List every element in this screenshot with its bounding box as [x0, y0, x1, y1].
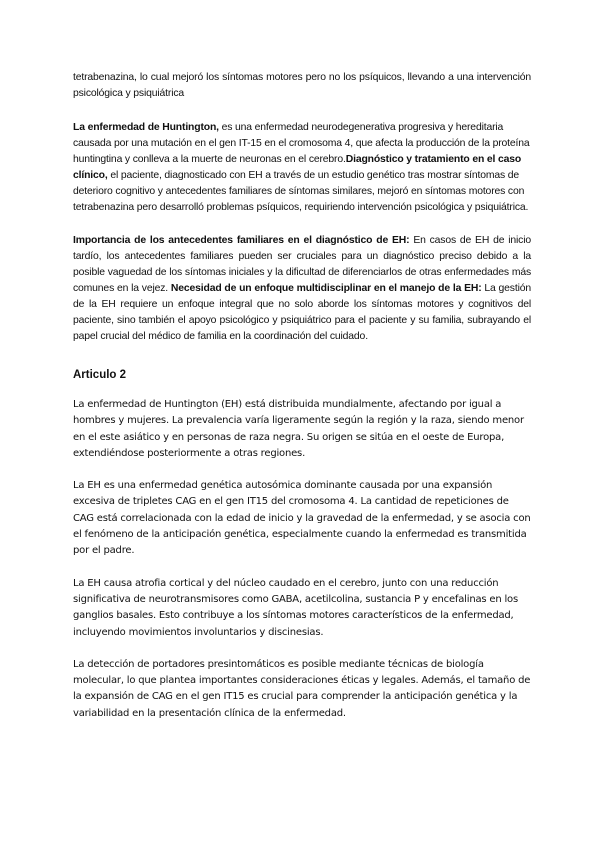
text-diagnostico-tratamiento: el paciente, diagnosticado con EH a través de un estudio genético tras mostrar síntomas de deterioro cognitivo y antecedentes familiares de síntomas similares, mejoró en síntomas motores con tetrabenazina pero desarrolló problemas psíquicos, requiriendo intervención psicológica y psiquiátrica. [73, 170, 529, 213]
text-huntington-definition: es una enfermedad neurodegenerativa progresiva y hereditaria causada por una mutación en el gen IT-15 en el cromosoma 4, que afecta la producción de la proteína huntingtina y conlleva a la muerte de neuronas en el cerebro. [73, 122, 530, 165]
heading-articulo-2: Articulo 2 [73, 369, 127, 381]
paragraph-article2-3: La EH causa atrofia cortical y del núcleo caudado en el cerebro, junto con una reducción significativa de neurotransmisores como GABA, acetilcolina, sustancia P y encefalinas en los ganglios basales. Esto contribuye a los síntomas motores característicos de la enfermedad, incluyendo movimientos involuntarios y discinesias. [73, 577, 518, 638]
paragraph-antecedentes-familiares [73, 233, 531, 345]
term-diagnostico-tratamiento: Diagnóstico y tratamiento en el caso clínico, [73, 154, 522, 181]
paragraph-article2-4: La detección de portadores presintomáticos es posible mediante técnicas de biología molecular, lo que plantea importantes consideraciones éticas y legales. Además, el tamaño de la expansión de CAG en el gen IT15 es crucial para comprender la anticipación genética y la variabilidad en la presentación clínica de la enfermedad. [73, 658, 531, 719]
term-enfoque-multidisciplinar: Necesidad de un enfoque multidisciplinar en el manejo de la EH: [168, 283, 482, 294]
term-antecedentes: Importancia de los antecedentes familiares en el diagnóstico de EH: [73, 235, 410, 246]
document-page [73, 70, 531, 722]
term-huntington: La enfermedad de Huntington, [73, 122, 219, 133]
paragraph-huntington-definition [73, 120, 531, 216]
paragraph-tetrabenazina: tetrabenazina, lo cual mejoró los síntomas motores pero no los psíquicos, llevando a una intervención psicológica y psiquiátrica [73, 72, 531, 99]
text-enfoque-multidisciplinar: La gestión de la EH requiere un enfoque integral que no solo aborde los síntomas motores y cognitivos del paciente, sino también el apoyo psicológico y psiquiátrico para el paciente y su familia, subrayando el papel crucial del médico de familia en la coordinación del cuidado. [73, 283, 531, 342]
paragraph-article2-1: La enfermedad de Huntington (EH) está distribuida mundialmente, afectando por igual a hombres y mujeres. La prevalencia varía ligeramente según la región y la raza, siendo menor en el este asiático y en personas de raza negra. Su origen se sitúa en el oeste de Europa, extendiéndose posteriormente a otras regiones. [73, 399, 524, 459]
paragraph-article2-2: La EH es una enfermedad genética autosómica dominante causada por una expansión excesiva de tripletes CAG en el gen IT15 del cromosoma 4. La cantidad de repeticiones de CAG está correlacionada con la edad de inicio y la gravedad de la enfermedad, y se asocia con el fenómeno de la anticipación genética, especialmente cuando la enfermedad es transmitida por el padre. [73, 480, 531, 557]
text-antecedentes: En casos de EH de inicio tardío, los antecedentes familiares pueden ser cruciales para un diagnóstico preciso debido a la posible vaguedad de los síntomas iniciales y la dificultad de diferenciarlos de otras enfermedades más comunes en la vejez. [73, 235, 532, 294]
